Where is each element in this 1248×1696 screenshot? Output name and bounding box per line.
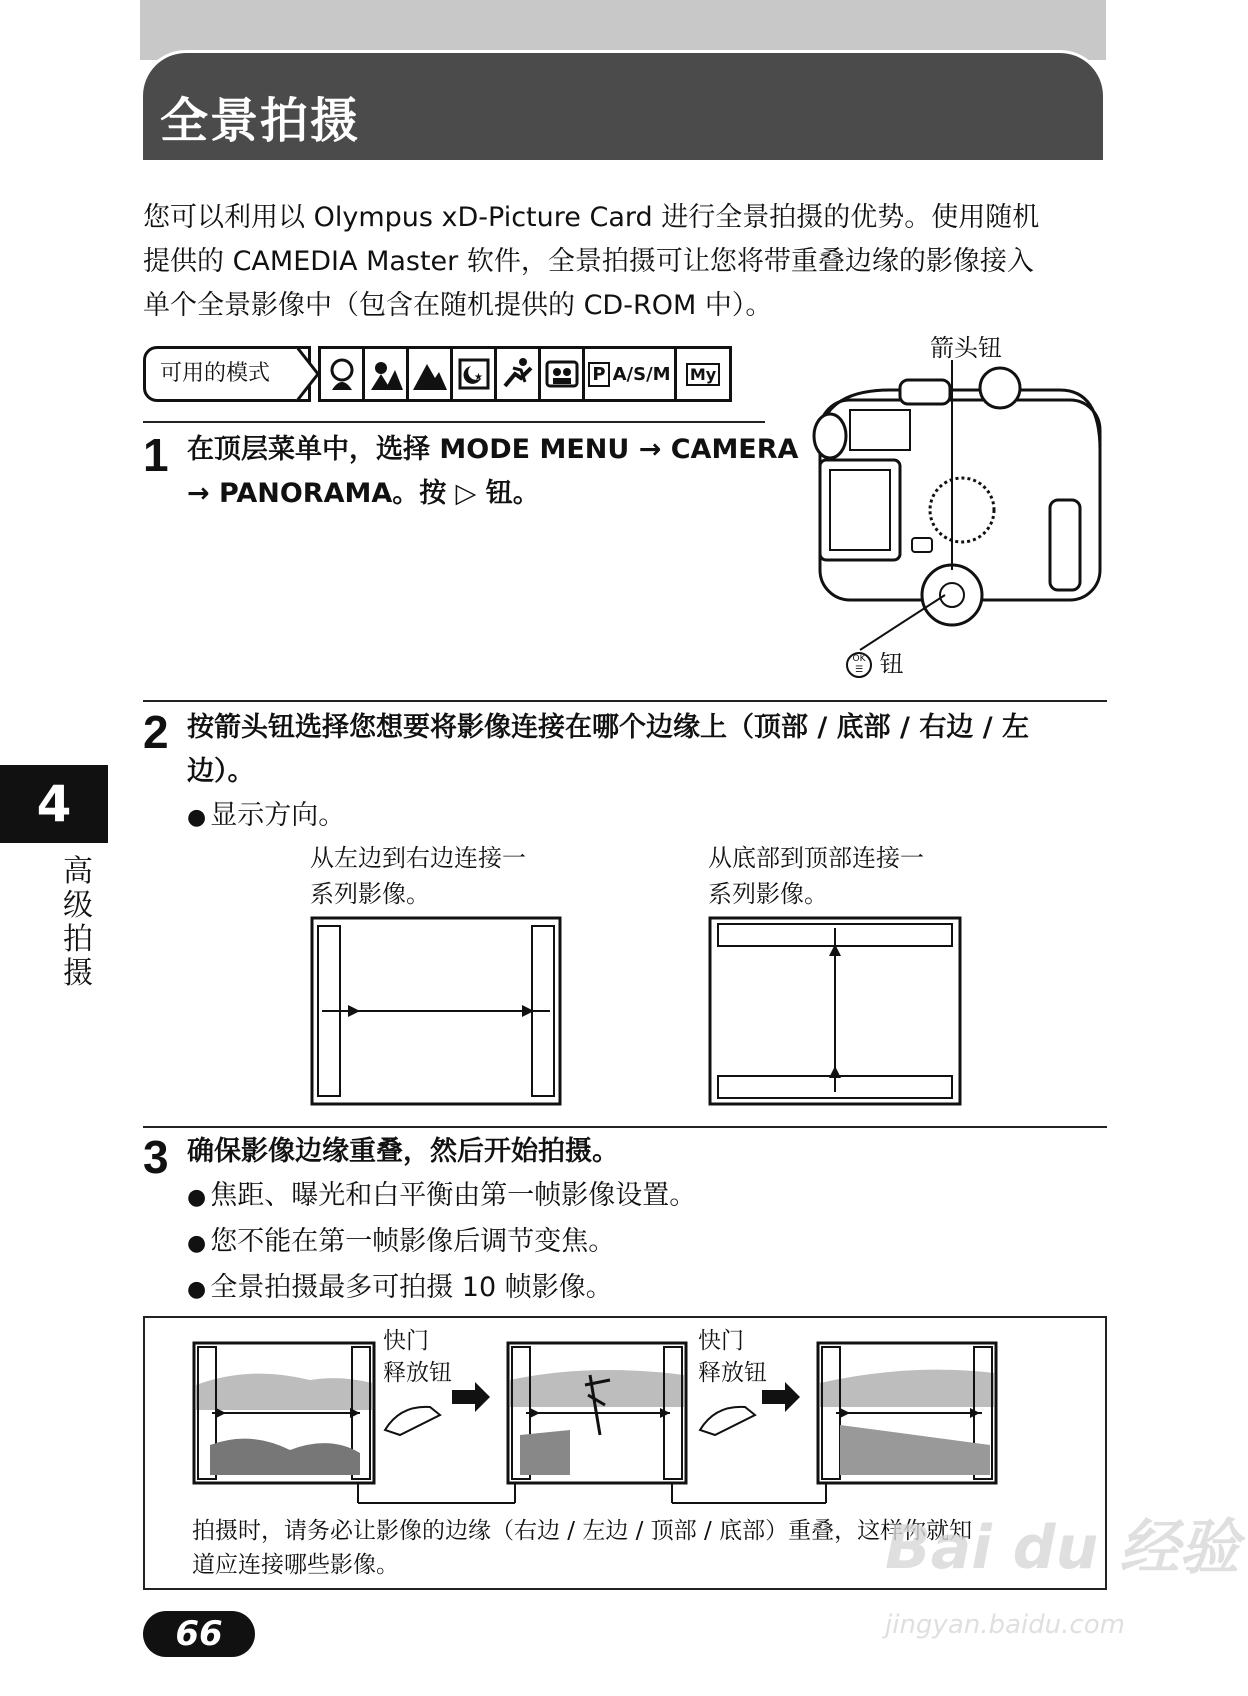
caption-line: 系列影像。 [708,880,828,908]
shutter-button-label [383,1325,452,1389]
shutter-button-label [698,1325,767,1389]
intro-line: 提供的 CAMEDIA Master 软件，全景拍摄可让您将带重叠边缘的影像接入 [143,246,1034,277]
step-1-line: 在顶层菜单中，选择 MODE MENU → CAMERA [187,434,799,465]
left-diagram-caption [310,840,526,912]
shutter-label-line: 快门 [383,1328,429,1354]
pasm-label: A/S/M [612,363,671,385]
landscape-portrait-icon [365,349,409,399]
page-number: 66 [143,1611,255,1657]
page-title: 全景拍摄 [160,93,361,149]
pasm-icon: P A/S/M [585,349,677,399]
shutter-label-line: 释放钮 [383,1360,452,1386]
portrait-icon [321,349,365,399]
divider [143,421,765,423]
step-3-bullet: ● 焦距、曝光和白平衡由第一帧影像设置。 [187,1174,696,1220]
caption-line: 从左边到右边连接一 [310,844,526,872]
caption-line: 从底部到顶部连接一 [708,844,924,872]
watermark-url: jingyan.baidu.com [885,1610,1125,1640]
left-to-right-diagram [310,916,562,1106]
my-mode-label: My [686,363,720,386]
ok-button-text: 钮 [879,650,904,678]
step-2-number: 2 [143,706,169,758]
step-1-line: → PANORAMA。按 ▷ 钮。 [187,478,540,509]
arrow-button-label: 箭头钮 [930,334,1002,362]
svg-text:★: ★ [473,372,483,383]
night-scene-icon [453,349,497,399]
caption-line: 拍摄时，请务必让影像的边缘（右边 / 左边 / 顶部 / 底部）重叠，这样你就知 [192,1518,973,1544]
right-diagram-caption [708,840,924,912]
ok-icon: OK ☰ [846,652,872,678]
bottom-to-top-diagram [708,916,962,1106]
step-3-bullets [187,1174,696,1312]
step-2-bullet: ● 显示方向。 [187,794,345,840]
my-mode-icon [677,349,729,399]
chapter-label: 高级拍摄 [63,854,93,991]
divider [143,1126,1107,1128]
intro-paragraph [143,196,1111,328]
ok-button-label [846,644,904,679]
mode-icon-row [318,346,732,402]
chapter-tab: 4 [0,765,108,843]
shutter-label-line: 释放钮 [698,1360,767,1386]
step-2-line: 边）。 [187,756,255,787]
intro-line: 您可以利用以 Olympus xD-Picture Card 进行全景拍摄的优势。使用随机 [143,202,1040,233]
shutter-label-line: 快门 [698,1328,744,1354]
step-2-text [187,706,1029,794]
caption-line: 系列影像。 [310,880,430,908]
watermark-logo: Bai du 经验 [885,1513,1240,1583]
panorama-sequence-illustration [190,1335,1060,1515]
sport-icon [497,349,541,399]
step-1-text [187,428,798,516]
landscape-icon [409,349,453,399]
available-modes-label: 可用的模式 [143,346,311,402]
divider [143,700,1107,702]
step-3-text: 确保影像边缘重叠，然后开始拍摄。 [187,1136,619,1167]
step-3-bullet: ● 您不能在第一帧影像后调节变焦。 [187,1220,696,1266]
step-3-number: 3 [143,1131,169,1183]
step-3-bullet: ● 全景拍摄最多可拍摄 10 帧影像。 [187,1266,696,1312]
self-portrait-icon [541,349,585,399]
intro-line: 单个全景影像中（包含在随机提供的 CD-ROM 中）。 [143,290,773,321]
step-1-number: 1 [143,429,169,481]
step-2-line: 按箭头钮选择您想要将影像连接在哪个边缘上（顶部 / 底部 / 右边 / 左 [187,712,1029,743]
camera-illustration [800,360,1110,660]
caption-line: 道应连接哪些影像。 [192,1552,399,1578]
